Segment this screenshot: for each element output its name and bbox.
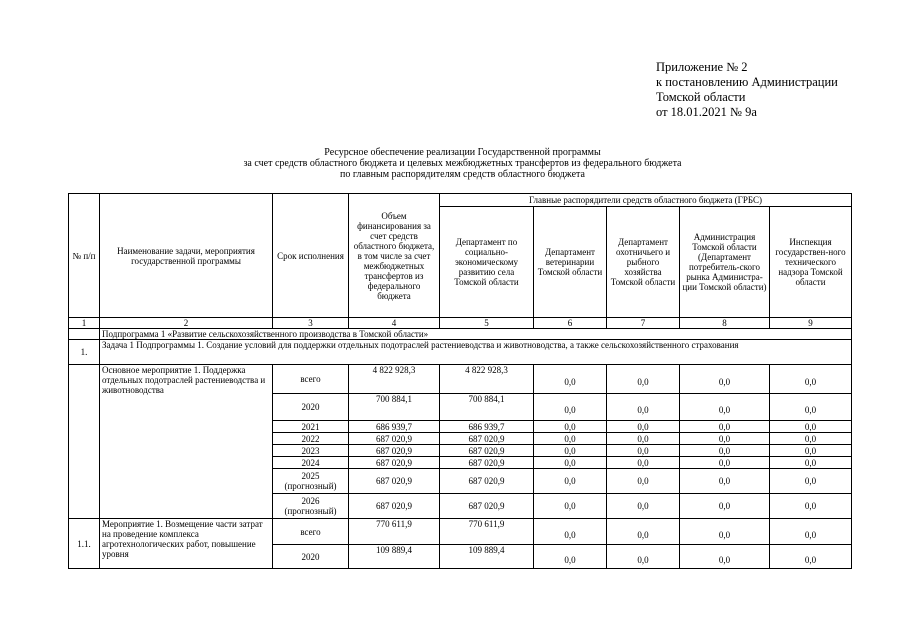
econ-cell: 687 020,9	[440, 469, 534, 494]
resource-table	[68, 193, 852, 569]
admin-cell: 0,0	[680, 365, 770, 394]
inspect-cell: 0,0	[770, 433, 852, 445]
header-name: Наименование задачи, мероприятия государственной программы	[100, 194, 273, 318]
table-row	[69, 519, 852, 545]
econ-cell: 4 822 928,3	[440, 365, 534, 394]
admin-cell: 0,0	[680, 519, 770, 545]
event-name: Мероприятие 1. Возмещение части затрат на проведение комплекса агротехнологических работ, повышение уровня	[100, 519, 273, 569]
title-line: Ресурсное обеспечение реализации Государственной программы	[324, 147, 601, 158]
vet-cell: 0,0	[534, 545, 607, 569]
econ-cell: 687 020,9	[440, 445, 534, 457]
volume-cell: 687 020,9	[349, 469, 440, 494]
inspect-cell: 0,0	[770, 494, 852, 519]
volume-cell: 687 020,9	[349, 433, 440, 445]
volume-cell: 4 822 928,3	[349, 365, 440, 394]
task-row	[69, 340, 852, 365]
admin-cell: 0,0	[680, 545, 770, 569]
column-number: 2	[100, 318, 273, 329]
hunt-cell: 0,0	[607, 421, 680, 433]
column-number: 5	[440, 318, 534, 329]
econ-cell: 700 884,1	[440, 394, 534, 421]
admin-cell: 0,0	[680, 433, 770, 445]
inspect-cell: 0,0	[770, 545, 852, 569]
term-cell: 2023	[273, 445, 349, 457]
term-cell: 2021	[273, 421, 349, 433]
inspect-cell: 0,0	[770, 421, 852, 433]
appendix-line: Томской области	[656, 90, 746, 104]
admin-cell: 0,0	[680, 394, 770, 421]
term-cell: 2025 (прогнозный)	[273, 469, 349, 494]
hunt-cell: 0,0	[607, 445, 680, 457]
subprogram-title: Подпрограмма 1 «Развитие сельскохозяйственного производства в Томской области»	[100, 329, 852, 340]
header-volume: Объем финансирования за счет средств областного бюджета, в том числе за счет межбюджетных трансфертов из федерального бюджета	[349, 194, 440, 318]
hunt-cell: 0,0	[607, 469, 680, 494]
econ-cell: 687 020,9	[440, 457, 534, 469]
header-dept-econ: Департамент по социально-экономическому развитию села Томской области	[440, 207, 534, 318]
header-dept-vet: Департамент ветеринарии Томской области	[534, 207, 607, 318]
hunt-cell: 0,0	[607, 519, 680, 545]
hunt-cell: 0,0	[607, 394, 680, 421]
admin-cell: 0,0	[680, 469, 770, 494]
inspect-cell: 0,0	[770, 469, 852, 494]
column-number: 8	[680, 318, 770, 329]
hunt-cell: 0,0	[607, 365, 680, 394]
volume-cell: 687 020,9	[349, 457, 440, 469]
empty-cell	[69, 365, 100, 519]
inspect-cell: 0,0	[770, 394, 852, 421]
header-grbs: Главные распорядители средств областного бюджета (ГРБС)	[440, 194, 852, 207]
volume-cell: 687 020,9	[349, 494, 440, 519]
volume-cell: 686 939,7	[349, 421, 440, 433]
econ-cell: 687 020,9	[440, 494, 534, 519]
admin-cell: 0,0	[680, 445, 770, 457]
econ-cell: 686 939,7	[440, 421, 534, 433]
inspect-cell: 0,0	[770, 365, 852, 394]
term-cell: 2020	[273, 545, 349, 569]
volume-cell: 109 889,4	[349, 545, 440, 569]
inspect-cell: 0,0	[770, 457, 852, 469]
admin-cell: 0,0	[680, 494, 770, 519]
volume-cell: 687 020,9	[349, 445, 440, 457]
header-dept-hunt: Департамент охотничьего и рыбного хозяйства Томской области	[607, 207, 680, 318]
volume-cell: 700 884,1	[349, 394, 440, 421]
vet-cell: 0,0	[534, 469, 607, 494]
inspect-cell: 0,0	[770, 445, 852, 457]
term-cell: 2024	[273, 457, 349, 469]
header-row	[69, 194, 852, 207]
vet-cell: 0,0	[534, 457, 607, 469]
column-number: 9	[770, 318, 852, 329]
appendix-line: от 18.01.2021 № 9а	[656, 105, 757, 119]
document-title	[180, 147, 745, 180]
appendix-line: Приложение № 2	[656, 60, 748, 74]
vet-cell: 0,0	[534, 445, 607, 457]
column-number: 4	[349, 318, 440, 329]
empty-cell	[69, 329, 100, 340]
header-num: № п/п	[69, 194, 100, 318]
event-number: 1.1.	[69, 519, 100, 569]
volume-cell: 770 611,9	[349, 519, 440, 545]
vet-cell: 0,0	[534, 519, 607, 545]
vet-cell: 0,0	[534, 365, 607, 394]
column-number: 3	[273, 318, 349, 329]
hunt-cell: 0,0	[607, 545, 680, 569]
appendix-block	[656, 60, 838, 120]
hunt-cell: 0,0	[607, 457, 680, 469]
header-admin: Администрация Томской области (Департамент потребитель-ского рынка Администра-ции Томской области)	[680, 207, 770, 318]
vet-cell: 0,0	[534, 494, 607, 519]
event-name: Основное мероприятие 1. Поддержка отдельных подотраслей растениеводства и животноводства	[100, 365, 273, 519]
term-cell: 2022	[273, 433, 349, 445]
column-number: 6	[534, 318, 607, 329]
vet-cell: 0,0	[534, 433, 607, 445]
appendix-line: к постановлению Администрации	[656, 75, 838, 89]
econ-cell: 109 889,4	[440, 545, 534, 569]
term-cell: 2026 (прогнозный)	[273, 494, 349, 519]
hunt-cell: 0,0	[607, 494, 680, 519]
hunt-cell: 0,0	[607, 433, 680, 445]
term-cell: всего	[273, 519, 349, 545]
header-inspect: Инспекция государствен-ного технического надзора Томской области	[770, 207, 852, 318]
title-line: по главным распорядителям средств областного бюджета	[340, 169, 585, 180]
table-row	[69, 365, 852, 394]
header-term: Срок исполнения	[273, 194, 349, 318]
title-line: за счет средств областного бюджета и целевых межбюджетных трансфертов из федерального бюджета	[243, 158, 682, 169]
task-number: 1.	[69, 340, 100, 365]
econ-cell: 770 611,9	[440, 519, 534, 545]
econ-cell: 687 020,9	[440, 433, 534, 445]
term-cell: 2020	[273, 394, 349, 421]
inspect-cell: 0,0	[770, 519, 852, 545]
vet-cell: 0,0	[534, 394, 607, 421]
task-text: Задача 1 Подпрограммы 1. Создание условий для поддержки отдельных подотраслей растениеводства и животноводства, а также сельскохозяйственного страхования	[100, 340, 852, 365]
vet-cell: 0,0	[534, 421, 607, 433]
admin-cell: 0,0	[680, 421, 770, 433]
subprogram-row	[69, 329, 852, 340]
admin-cell: 0,0	[680, 457, 770, 469]
column-number: 7	[607, 318, 680, 329]
column-number: 1	[69, 318, 100, 329]
term-cell: всего	[273, 365, 349, 394]
column-number-row	[69, 318, 852, 329]
